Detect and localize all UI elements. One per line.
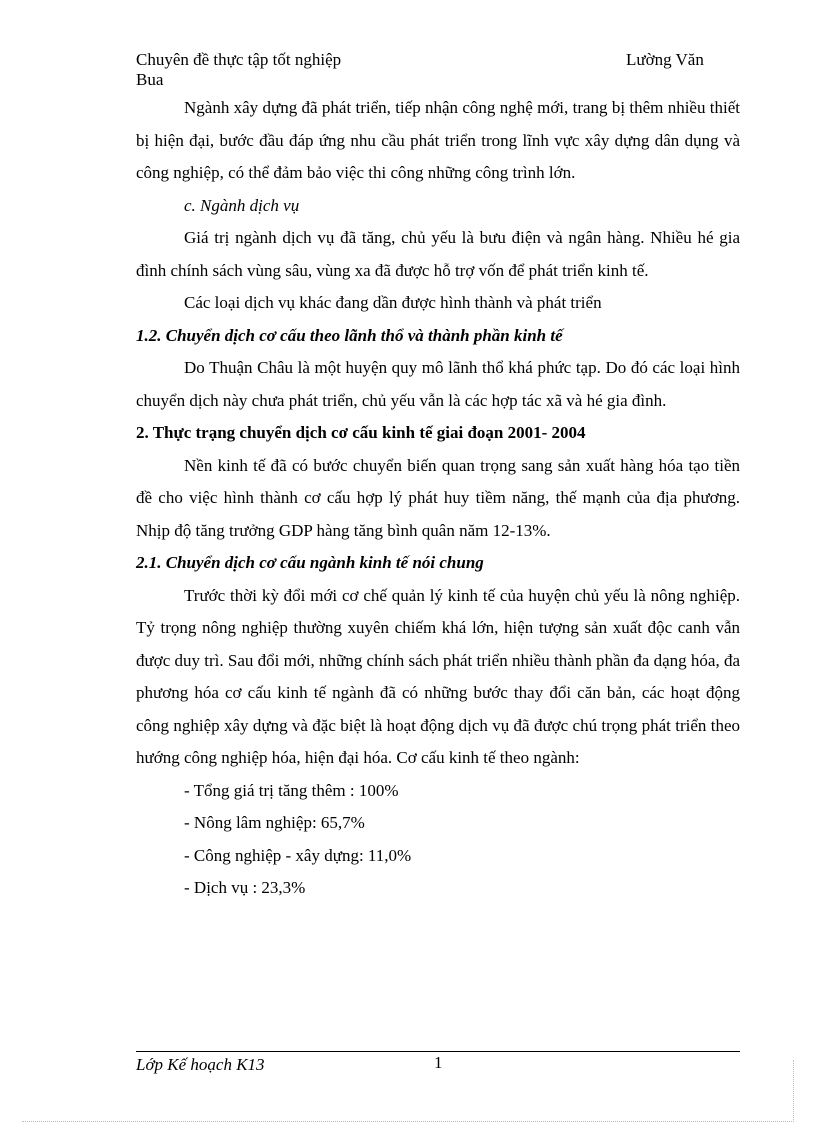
paragraph-structure: Trước thời kỳ đổi mới cơ chế quản lý kinh tế của huyện chủ yếu là nông nghiệp. Tỷ trọng nông nghiệp thường xuyên chiếm khá lớn, hiện tượng sản xuất độc canh vẫn được duy trì. Sau đổi mới, những chính sách phát triển nhiều thành phần đa dạng hóa, đa phương hóa cơ cấu kinh tế ngành đã có những bước thay đổi căn bản, các hoạt động công nghiệp xây dựng và đặc biệt là hoạt động dịch vụ đã được chú trọng phát triển theo hướng công nghiệp hóa, hiện đại hóa. Cơ cấu kinh tế theo ngành: xyxy=(136,585,740,767)
paragraph-services: Giá trị ngành dịch vụ đã tăng, chủ yếu là bưu điện và ngân hàng. Nhiều hé gia đình chính sách vùng sâu, vùng xa đã được hỗ trợ vốn để phát triển kinh tế. xyxy=(136,228,740,280)
paragraph-other-services: Các loại dịch vụ khác đang dần được hình thành và phát triển xyxy=(184,293,602,312)
footer-class-name: Lớp Kế hoạch K13 xyxy=(136,1055,265,1074)
header-author-continued: Bua xyxy=(136,70,164,89)
paragraph-construction: Ngành xây dựng đã phát triển, tiếp nhận công nghệ mới, trang bị thêm nhiều thiết bị hiện đại, bước đầu đáp ứng nhu cầu phát triển trong lĩnh vực xây dựng dân dụng và công nghiệp, có thể đảm bảo việc thi công những công trình lớn. xyxy=(136,98,740,182)
list-item-total: - Tổng giá trị tăng thêm : 100% xyxy=(184,780,399,800)
header-title: Chuyên đề thực tập tốt nghiệp xyxy=(136,50,342,69)
heading-1-2: 1.2. Chuyển dịch cơ cấu theo lãnh thổ và thành phần kinh tế xyxy=(136,325,563,345)
list-item-industry: - Công nghiệp - xây dựng: 11,0% xyxy=(184,845,412,865)
page-number: 1 xyxy=(434,1053,443,1072)
header-author: Lường Văn xyxy=(626,50,704,69)
header-title-block xyxy=(136,50,341,90)
heading-2-1: 2.1. Chuyển dịch cơ cấu ngành kinh tế nói chung xyxy=(136,553,484,572)
list-item-services: - Dịch vụ : 23,3% xyxy=(184,878,306,897)
heading-2: 2. Thực trạng chuyển dịch cơ cấu kinh tế giai đoạn 2001- 2004 xyxy=(136,423,586,442)
subheading-services: c. Ngành dịch vụ xyxy=(184,195,300,215)
document-body xyxy=(136,92,740,905)
page-edge-dotted-right xyxy=(793,1060,794,1120)
footer-divider xyxy=(136,1051,740,1052)
paragraph-economy: Nền kinh tế đã có bước chuyển biến quan trọng sang sản xuất hàng hóa tạo tiền đề cho việc hình thành cơ cấu hợp lý phát huy tiềm năng, thế mạnh của địa phương. Nhịp độ tăng trưởng GDP hàng tăng bình quân năm 12-13%. xyxy=(136,455,740,540)
paragraph-territory: Do Thuận Châu là một huyện quy mô lãnh thổ khá phức tạp. Do đó các loại hình chuyển dịch này chưa phát triển, chủ yếu vẫn là các hợp tác xã và hé gia đình. xyxy=(136,358,740,410)
page-edge-dotted-bottom xyxy=(22,1121,794,1122)
list-item-agriculture: - Nông lâm nghiệp: 65,7% xyxy=(184,813,365,832)
